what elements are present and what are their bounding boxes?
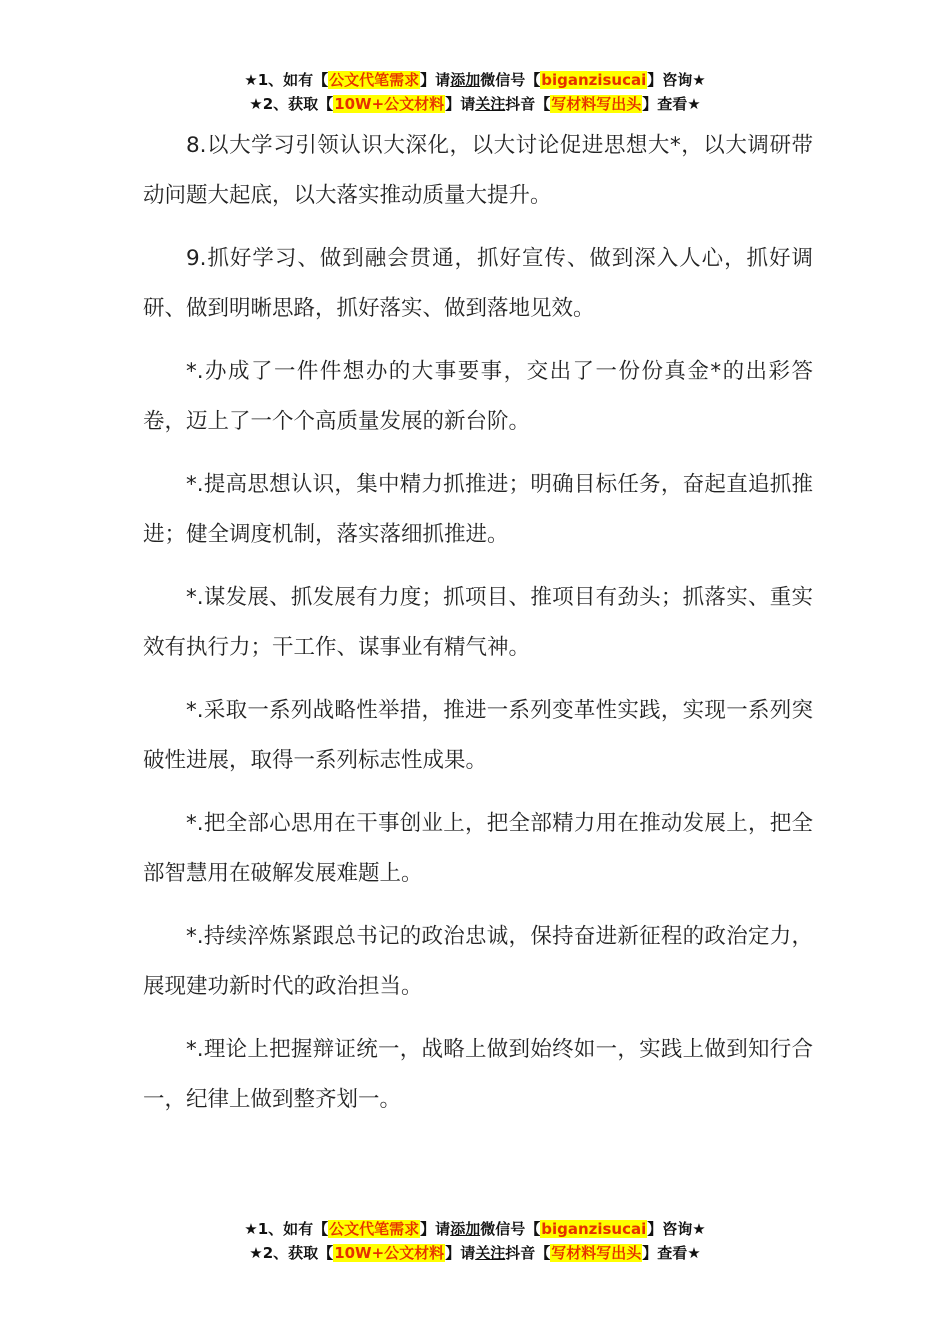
paragraph: *.办成了一件件想办的大事要事，交出了一份份真金*的出彩答卷，迈上了一个个高质量发展的新台阶。 (143, 359, 813, 434)
banner-line-1: ★1、如有【公文代笔需求】请添加微信号【biganzisucai】咨询★ (244, 71, 706, 89)
highlight-wechat-id: biganzisucai (541, 71, 647, 89)
paragraph: *.把全部心思用在干事创业上，把全部精力用在推动发展上，把全部智慧用在破解发展难题上。 (143, 811, 813, 886)
header-banner (0, 68, 950, 116)
paragraph: *.理论上把握辩证统一，战略上做到始终如一，实践上做到知行合一，纪律上做到整齐划一。 (143, 1037, 813, 1112)
paragraph: 8.以大学习引领认识大深化，以大讨论促进思想大*，以大调研带动问题大起底，以大落实推动质量大提升。 (143, 133, 813, 208)
paragraph: *.采取一系列战略性举措，推进一系列变革性实践，实现一系列突破性进展，取得一系列标志性成果。 (143, 698, 813, 773)
highlight-wechat-id: biganzisucai (541, 1220, 647, 1238)
highlight-materials: 10W+公文材料 (334, 1244, 445, 1262)
banner-line-1: ★1、如有【公文代笔需求】请添加微信号【biganzisucai】咨询★ (244, 1220, 706, 1238)
paragraph: *.谋发展、抓发展有力度；抓项目、推项目有劲头；抓落实、重实效有执行力；干工作、谋事业有精气神。 (143, 585, 813, 660)
highlight-douyin: 写材料写出头 (551, 1244, 642, 1262)
paragraph: *.提高思想认识，集中精力抓推进；明确目标任务，奋起直追抓推进；健全调度机制，落实落细抓推进。 (143, 472, 813, 547)
banner-line-2: ★2、获取【10W+公文材料】请关注抖音【写材料写出头】查看★ (249, 1244, 701, 1262)
banner-line-2: ★2、获取【10W+公文材料】请关注抖音【写材料写出头】查看★ (249, 95, 701, 113)
highlight-service: 公文代笔需求 (329, 1220, 420, 1238)
footer-banner (0, 1217, 950, 1265)
paragraph: 9.抓好学习、做到融会贯通，抓好宣传、做到深入人心，抓好调研、做到明晰思路，抓好落实、做到落地见效。 (143, 246, 813, 321)
highlight-materials: 10W+公文材料 (334, 95, 445, 113)
highlight-service: 公文代笔需求 (329, 71, 420, 89)
paragraph: *.持续淬炼紧跟总书记的政治忠诚，保持奋进新征程的政治定力，展现建功新时代的政治担当。 (143, 924, 813, 999)
highlight-douyin: 写材料写出头 (551, 95, 642, 113)
document-body (143, 121, 813, 1138)
